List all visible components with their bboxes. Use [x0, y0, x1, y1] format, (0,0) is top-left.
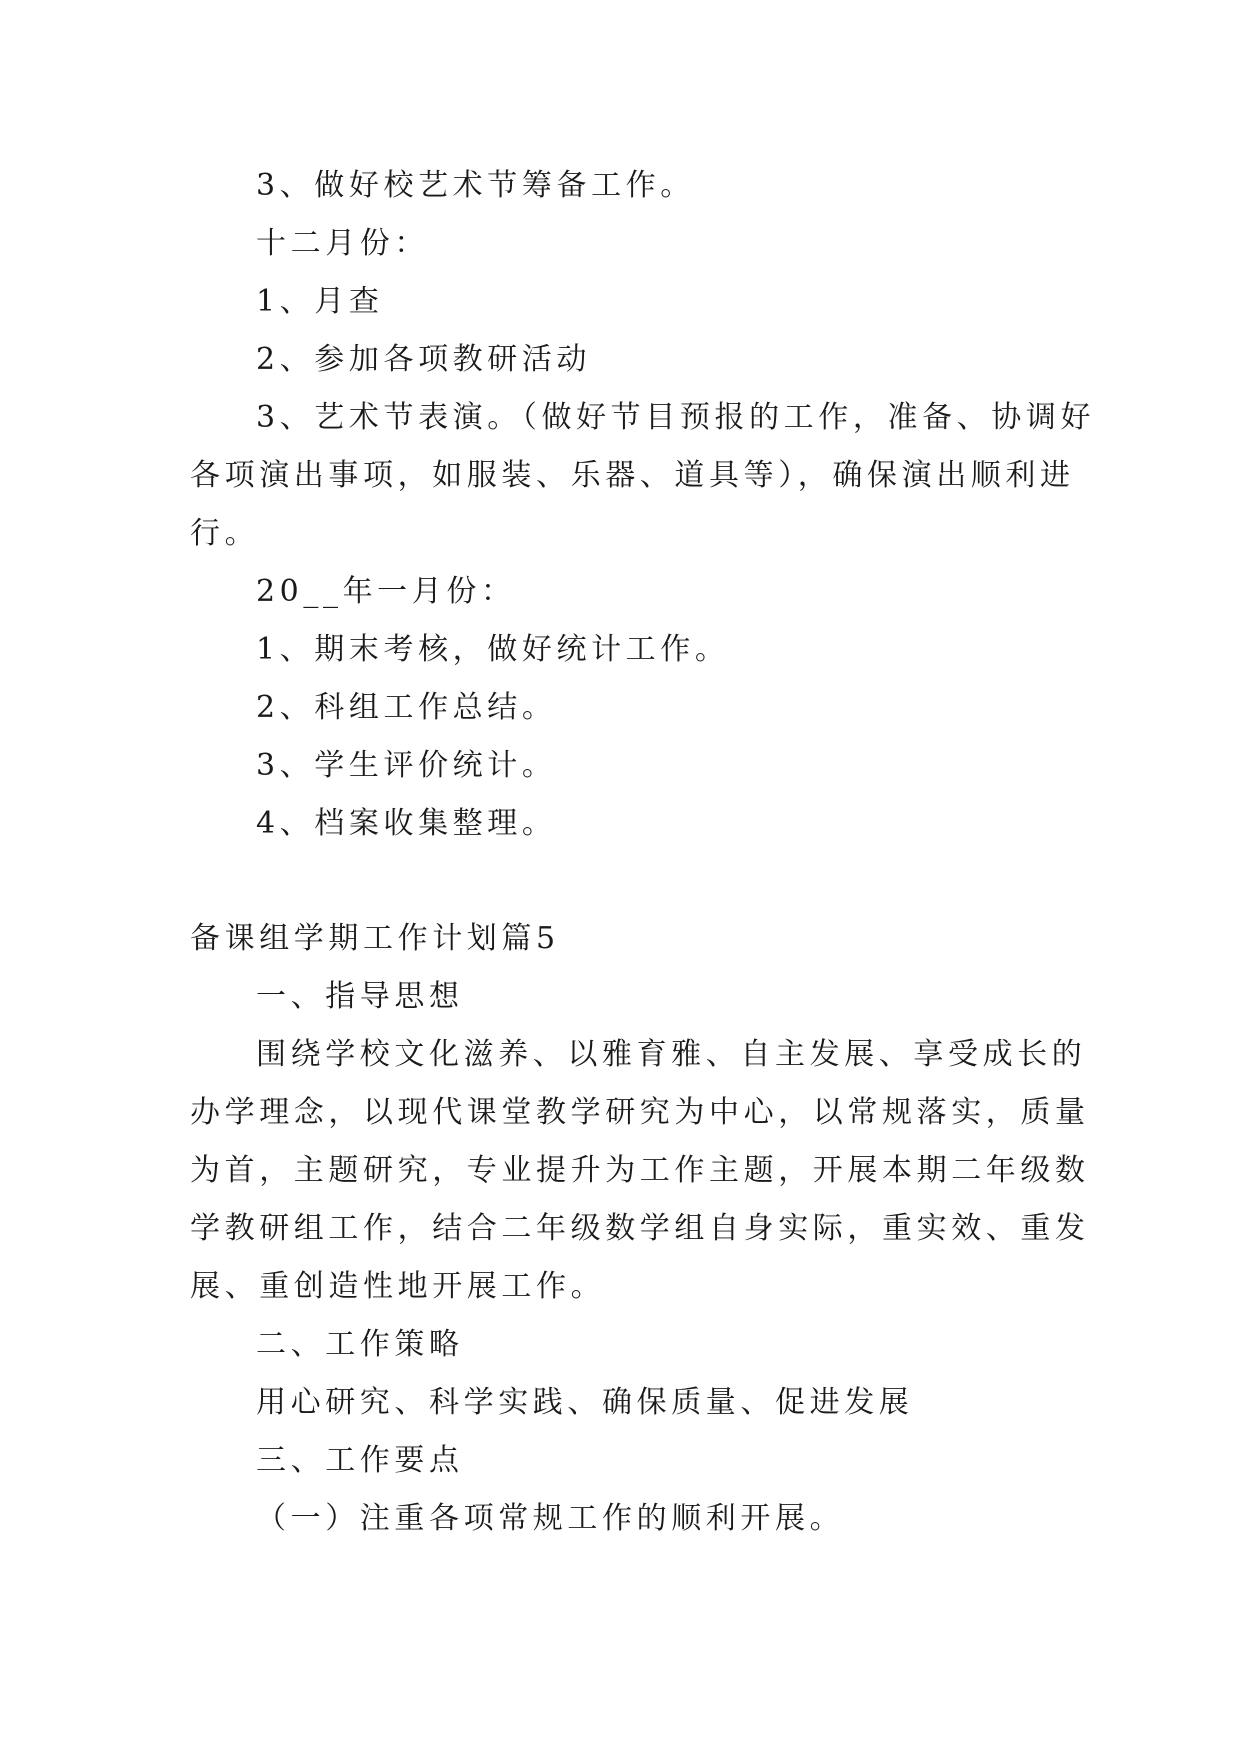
text-line: 展、重创造性地开展工作。 [190, 1269, 606, 1304]
section-heading: 二、工作策略 [256, 1327, 464, 1362]
text-line: 2、参加各项教研活动 [256, 342, 592, 377]
text-line: 用心研究、科学实践、确保质量、促进发展 [256, 1385, 914, 1420]
text-line: 2、科组工作总结。 [256, 690, 557, 725]
text-line: 各项演出事项，如服装、乐器、道具等），确保演出顺利进 [190, 458, 1075, 493]
text-line: （一）注重各项常规工作的顺利开展。 [256, 1501, 845, 1536]
text-line: 3、做好校艺术节筹备工作。 [256, 168, 695, 203]
text-line: 学教研组工作，结合二年级数学组自身实际，重实效、重发 [190, 1211, 1090, 1246]
text-line: 办学理念，以现代课堂教学研究为中心，以常规落实，质量 [190, 1095, 1090, 1130]
document-title: 备课组学期工作计划篇5 [190, 921, 560, 956]
section-heading: 20__年一月份： [256, 574, 516, 609]
text-line: 为首，主题研究，专业提升为工作主题，开展本期二年级数 [190, 1153, 1090, 1188]
section-heading: 一、指导思想 [256, 979, 464, 1014]
text-line: 围绕学校文化滋养、以雅育雅、自主发展、享受成长的 [256, 1037, 1087, 1072]
text-line: 1、月查 [256, 284, 384, 319]
text-line: 1、期末考核，做好统计工作。 [256, 632, 730, 667]
text-line: 4、档案收集整理。 [256, 806, 557, 841]
section-heading: 十二月份： [256, 226, 429, 261]
text-line: 3、学生评价统计。 [256, 748, 557, 783]
text-line: 行。 [190, 516, 260, 551]
text-line: 3、艺术节表演。（做好节目预报的工作，准备、协调好 [256, 400, 1096, 435]
section-heading: 三、工作要点 [256, 1443, 464, 1478]
